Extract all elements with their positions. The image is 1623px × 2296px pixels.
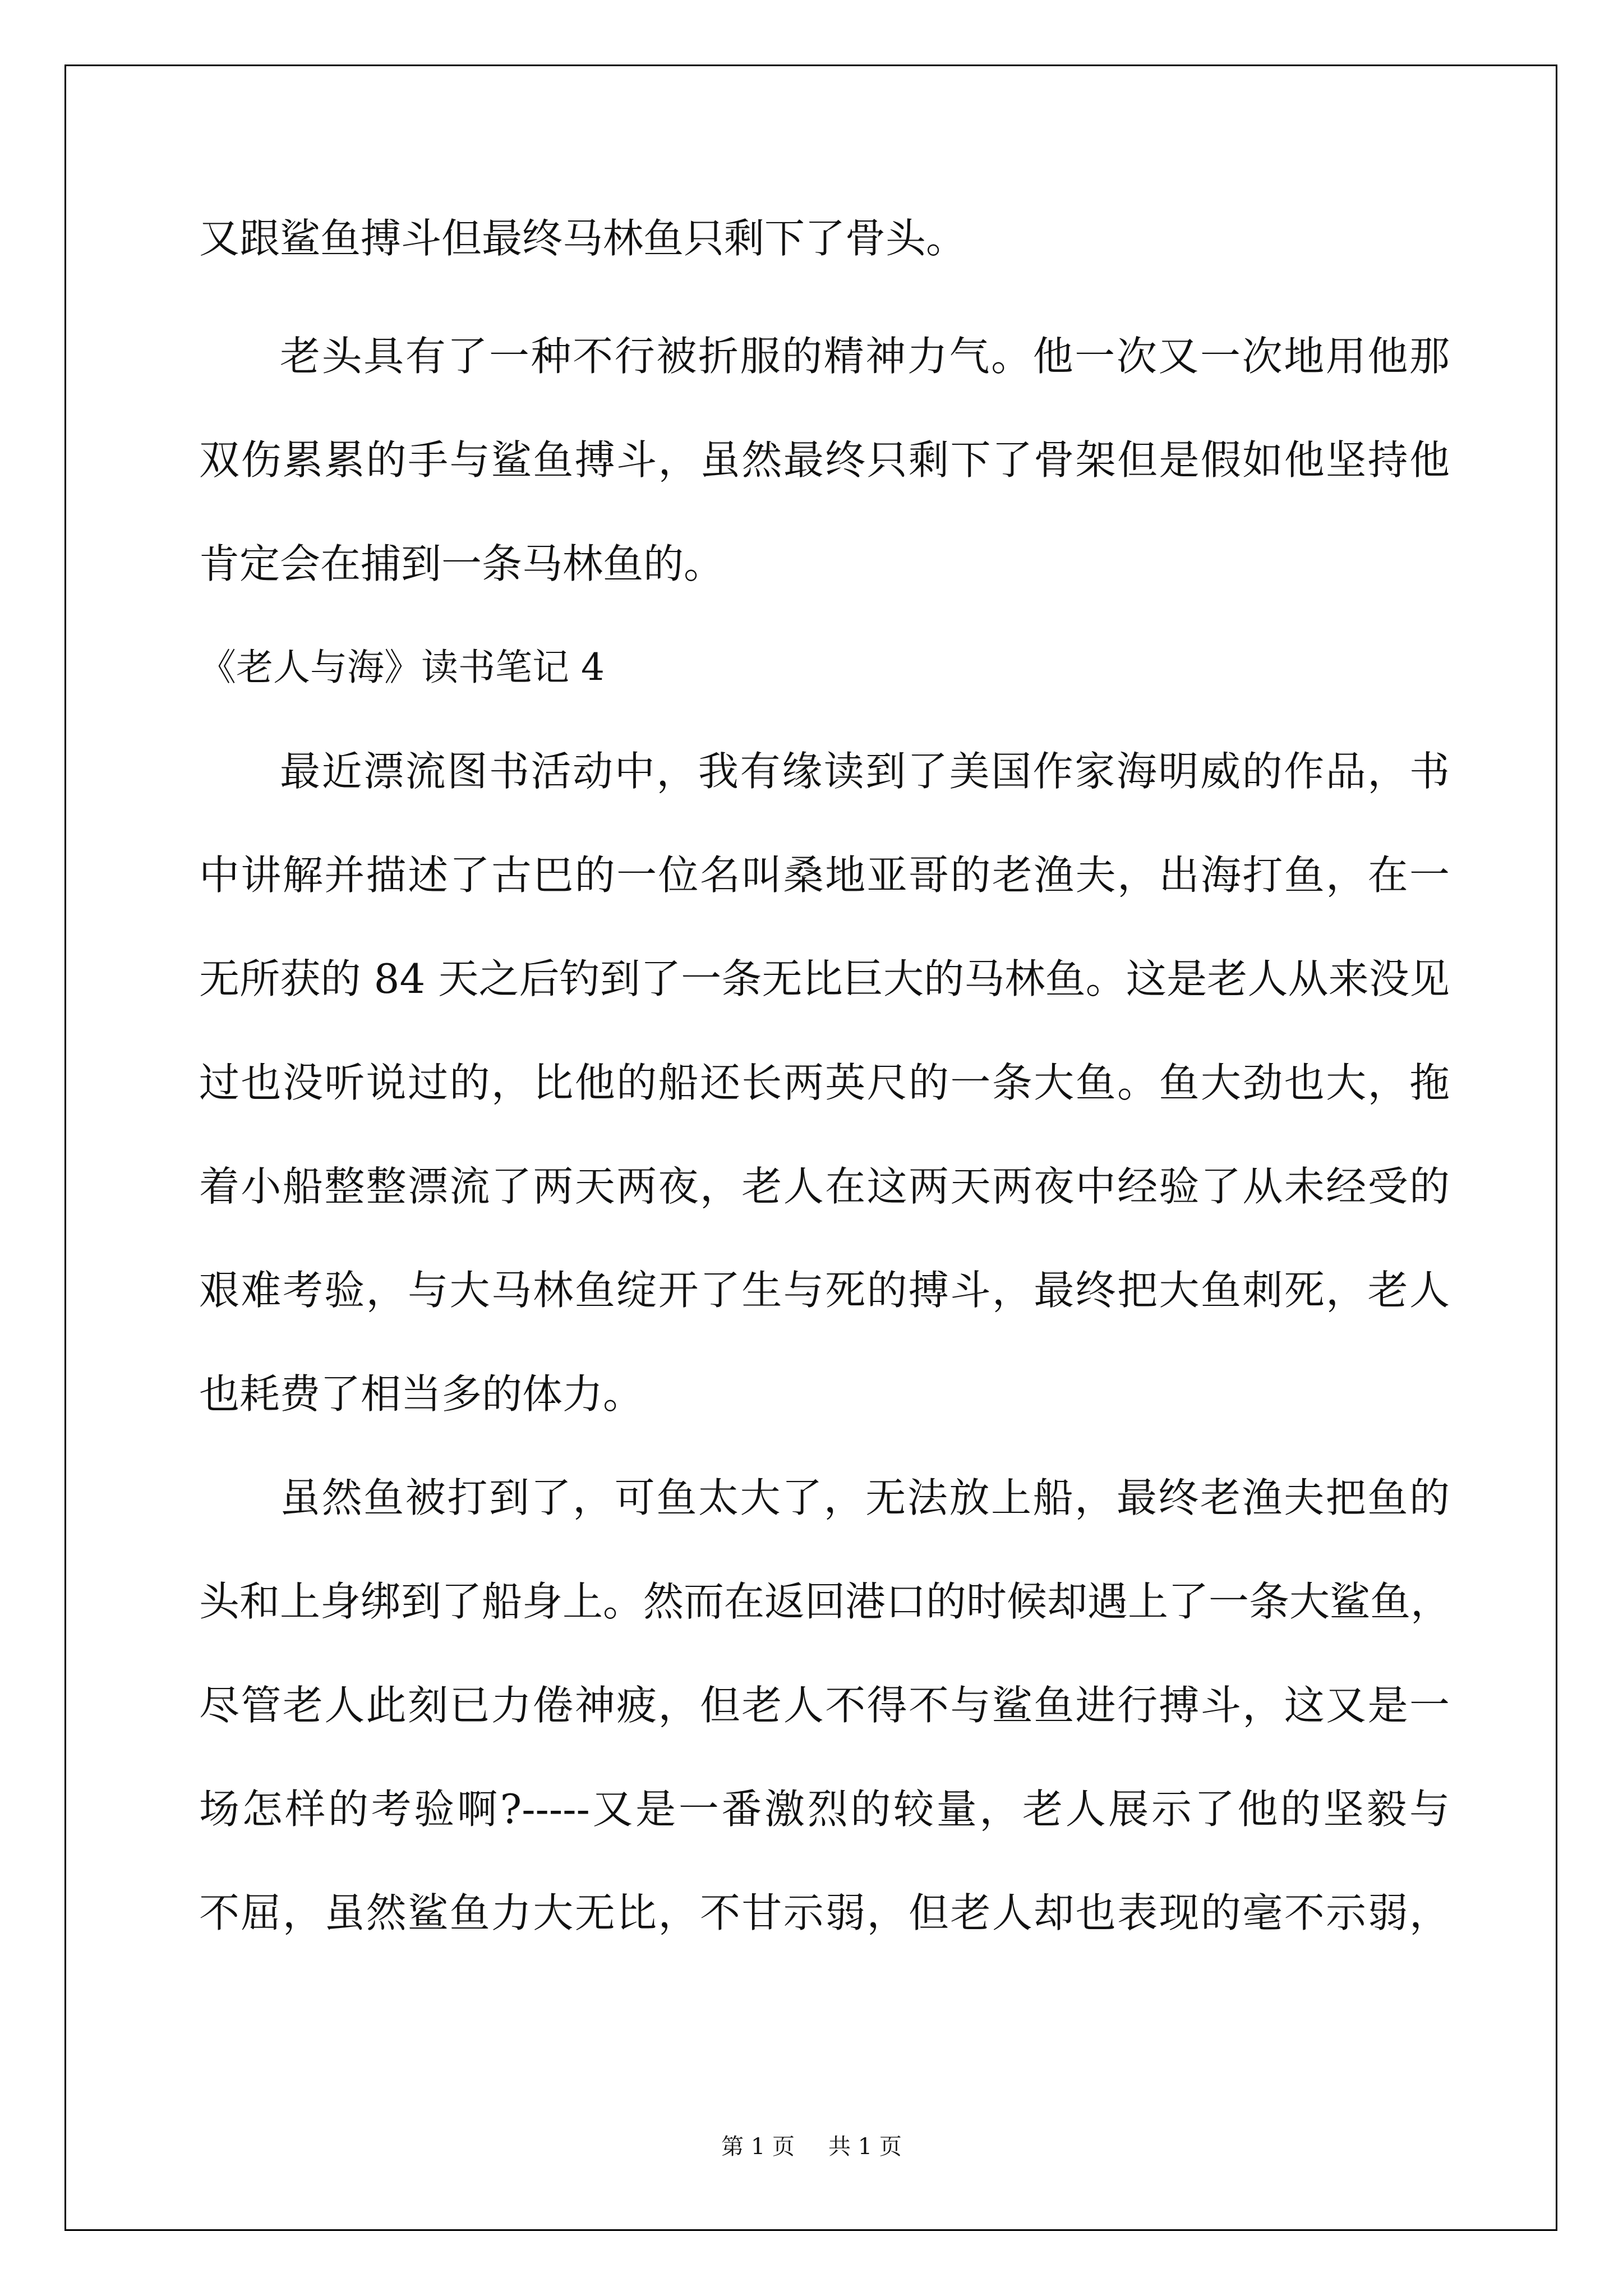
text-line: 又跟鲨鱼搏斗但最终马林鱼只剩下了骨头。 bbox=[199, 215, 967, 262]
paragraph-line: 无所获的 84 天之后钓到了一条无比巨大的马林鱼。这是老人从来没见 bbox=[199, 955, 1450, 1002]
page-number: 第 1 页 bbox=[721, 2134, 795, 2160]
paragraph-line: 头和上身绑到了船身上。然而在返回港口的时候却遇上了一条大鲨鱼， bbox=[199, 1578, 1451, 1625]
section-heading: 《老人与海》读书笔记 4 bbox=[199, 646, 605, 689]
paragraph-line: 中讲解并描述了古巴的一位名叫桑地亚哥的老渔夫，出海打鱼，在一 bbox=[199, 852, 1450, 899]
page-footer bbox=[0, 2129, 1623, 2161]
paragraph-line: 虽然鱼被打到了，可鱼太大了，无法放上船，最终老渔夫把鱼的 bbox=[280, 1474, 1450, 1521]
paragraph-line: 老头具有了一种不行被折服的精神力气。他一次又一次地用他那 bbox=[280, 333, 1450, 380]
paragraph-line: 过也没听说过的，比他的船还长两英尺的一条大鱼。鱼大劲也大，拖 bbox=[199, 1059, 1450, 1106]
paragraph-line: 艰难考验，与大马林鱼绽开了生与死的搏斗，最终把大鱼刺死，老人 bbox=[199, 1267, 1450, 1314]
paragraph-line: 着小船整整漂流了两天两夜，老人在这两天两夜中经验了从未经受的 bbox=[199, 1163, 1450, 1210]
paragraph-line: 尽管老人此刻已力倦神疲，但老人不得不与鲨鱼进行搏斗，这又是一 bbox=[199, 1682, 1450, 1729]
page-total: 共 1 页 bbox=[828, 2134, 902, 2160]
paragraph-line: 肯定会在捕到一条马林鱼的。 bbox=[199, 540, 725, 587]
paragraph-line: 最近漂流图书活动中，我有缘读到了美国作家海明威的作品，书 bbox=[280, 748, 1450, 795]
paragraph-line: 不屈，虽然鲨鱼力大无比，不甘示弱，但老人却也表现的毫不示弱， bbox=[199, 1889, 1450, 1936]
paragraph-line: 双伤累累的手与鲨鱼搏斗，虽然最终只剩下了骨架但是假如他坚持他 bbox=[199, 436, 1450, 484]
paragraph-line: 场怎样的考验啊?-----又是一番激烈的较量，老人展示了他的坚毅与 bbox=[199, 1786, 1450, 1833]
paragraph-line: 也耗费了相当多的体力。 bbox=[199, 1370, 644, 1418]
